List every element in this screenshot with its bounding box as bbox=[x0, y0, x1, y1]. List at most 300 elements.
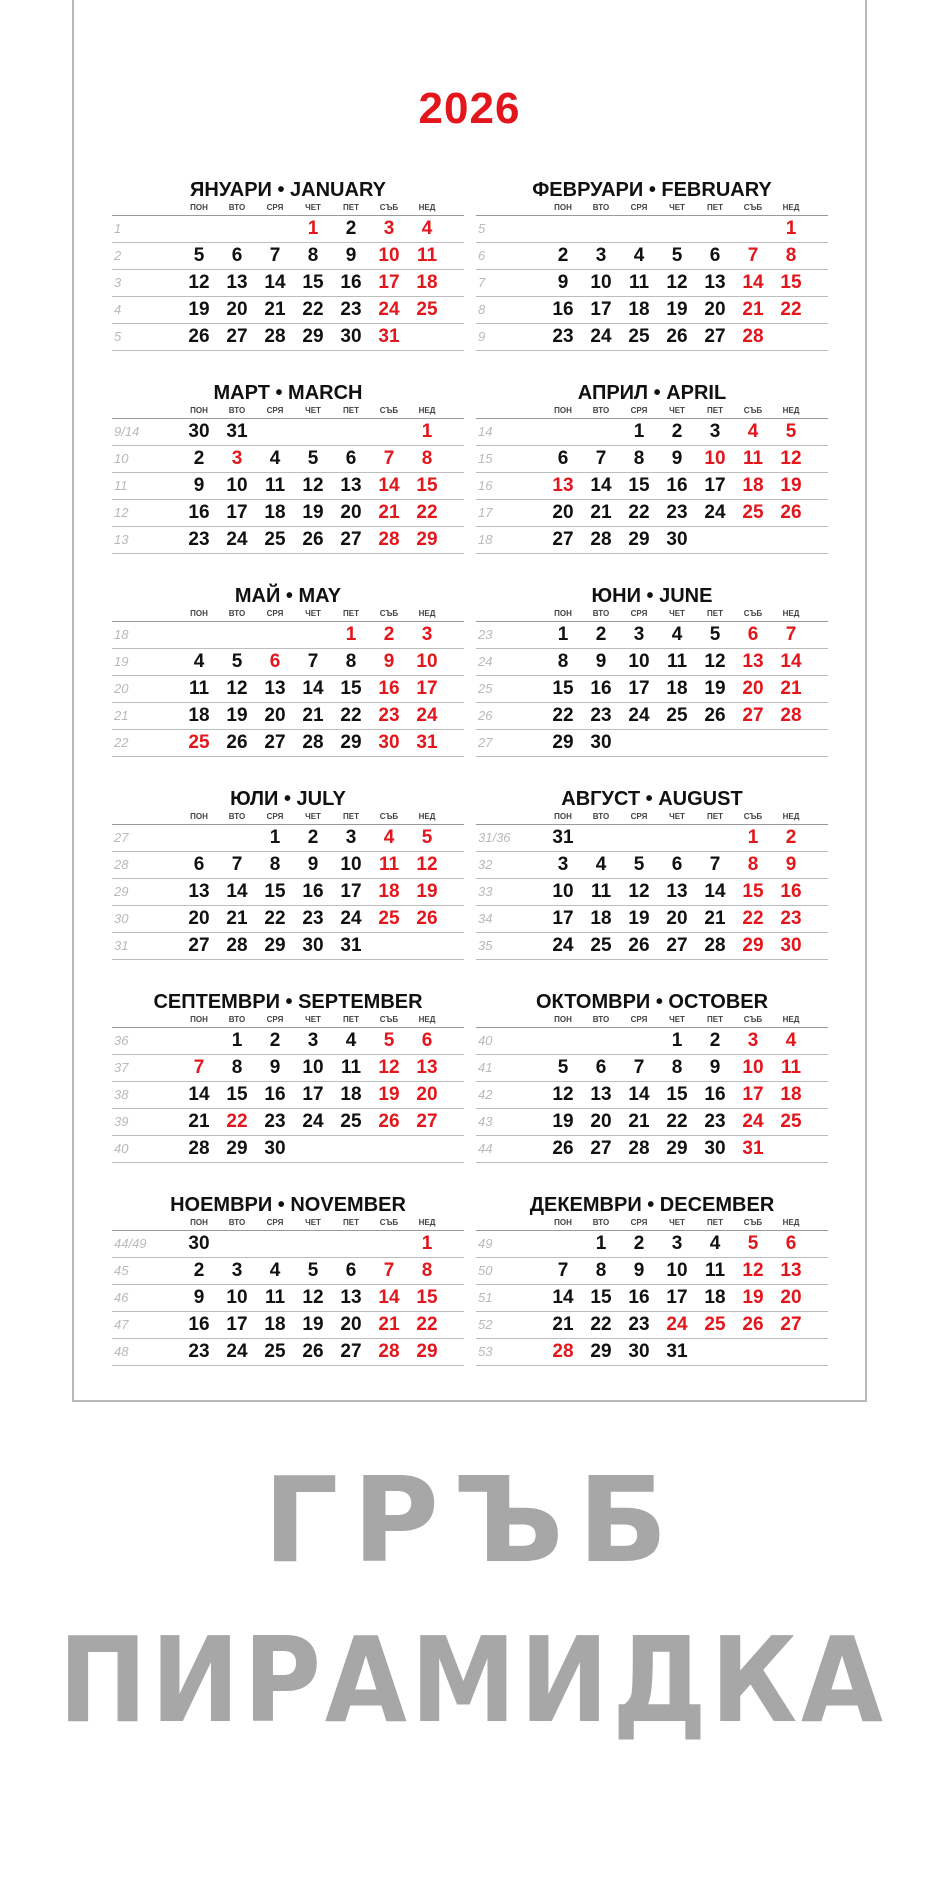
week-row bbox=[476, 1028, 828, 1055]
weekday-label: ПЕТ bbox=[707, 1015, 723, 1024]
day-cell: 19 bbox=[302, 502, 324, 523]
day-cell: 6 bbox=[231, 245, 243, 266]
day-cell: 2 bbox=[595, 624, 607, 645]
day-cell: 30 bbox=[188, 1233, 210, 1254]
day-cell: 8 bbox=[671, 1057, 683, 1078]
weekday-label: ПОН bbox=[554, 406, 572, 415]
day-cell: 20 bbox=[226, 299, 248, 320]
weekday-label: ВТО bbox=[228, 609, 246, 618]
day-cell: 18 bbox=[416, 272, 438, 293]
month-block bbox=[476, 990, 828, 1180]
week-row bbox=[476, 473, 828, 500]
weekday-header bbox=[112, 609, 464, 622]
weekday-label: ПЕТ bbox=[343, 1218, 359, 1227]
weekday-label: ВТО bbox=[228, 406, 246, 415]
day-cell: 15 bbox=[416, 1287, 438, 1308]
weekday-label: ЧЕТ bbox=[305, 609, 321, 618]
day-cell: 4 bbox=[269, 448, 281, 469]
day-cell: 10 bbox=[704, 448, 726, 469]
week-row bbox=[476, 1109, 828, 1136]
day-cell: 10 bbox=[552, 881, 574, 902]
day-cell: 23 bbox=[340, 299, 362, 320]
month-title: ФЕВРУАРИ • FEBRUARY bbox=[532, 179, 772, 201]
day-cell: 2 bbox=[557, 245, 569, 266]
day-cell: 14 bbox=[704, 881, 726, 902]
day-cell: 26 bbox=[552, 1138, 574, 1159]
weekday-label: СРЯ bbox=[630, 609, 648, 618]
day-cell: 24 bbox=[742, 1111, 764, 1132]
day-cell: 23 bbox=[552, 326, 574, 347]
week-row bbox=[476, 933, 828, 960]
day-cell: 17 bbox=[378, 272, 400, 293]
day-cell: 28 bbox=[704, 935, 726, 956]
week-number: 42 bbox=[478, 1087, 493, 1102]
day-cell: 4 bbox=[193, 651, 205, 672]
day-cell: 13 bbox=[552, 475, 574, 496]
day-cell: 7 bbox=[383, 1260, 395, 1281]
day-cell: 16 bbox=[340, 272, 362, 293]
week-number: 43 bbox=[478, 1114, 493, 1129]
week-row bbox=[112, 500, 464, 527]
day-cell: 5 bbox=[383, 1030, 395, 1051]
day-cell: 3 bbox=[557, 854, 569, 875]
weekday-label: НЕД bbox=[782, 1015, 800, 1024]
day-cell: 28 bbox=[188, 1138, 210, 1159]
day-cell: 25 bbox=[340, 1111, 362, 1132]
day-cell: 11 bbox=[264, 475, 286, 496]
week-row bbox=[112, 933, 464, 960]
week-row bbox=[476, 622, 828, 649]
day-cell: 13 bbox=[590, 1084, 612, 1105]
week-row bbox=[112, 419, 464, 446]
day-cell: 18 bbox=[666, 678, 688, 699]
week-number: 5 bbox=[114, 329, 122, 344]
day-cell: 25 bbox=[590, 935, 612, 956]
day-cell: 19 bbox=[378, 1084, 400, 1105]
week-row bbox=[476, 1339, 828, 1366]
day-cell: 9 bbox=[193, 475, 205, 496]
week-row bbox=[112, 1109, 464, 1136]
weekday-header bbox=[476, 609, 828, 622]
day-cell: 27 bbox=[340, 529, 362, 550]
day-cell: 21 bbox=[264, 299, 286, 320]
day-cell: 13 bbox=[226, 272, 248, 293]
day-cell: 4 bbox=[595, 854, 607, 875]
day-cell: 5 bbox=[231, 651, 243, 672]
day-cell: 4 bbox=[269, 1260, 281, 1281]
day-cell: 20 bbox=[416, 1084, 438, 1105]
day-cell: 22 bbox=[628, 502, 650, 523]
week-number: 23 bbox=[478, 627, 493, 642]
week-row bbox=[112, 1082, 464, 1109]
week-number: 1 bbox=[114, 221, 122, 236]
week-number: 50 bbox=[478, 1263, 493, 1278]
week-number: 20 bbox=[114, 681, 129, 696]
week-number: 47 bbox=[114, 1317, 129, 1332]
day-cell: 19 bbox=[666, 299, 688, 320]
day-cell: 30 bbox=[340, 326, 362, 347]
weekday-label: ВТО bbox=[592, 1015, 610, 1024]
week-number: 4 bbox=[114, 302, 122, 317]
weekday-header bbox=[112, 812, 464, 825]
day-cell: 9 bbox=[671, 448, 683, 469]
month-block bbox=[476, 787, 828, 977]
day-cell: 7 bbox=[231, 854, 243, 875]
weekday-label: СРЯ bbox=[630, 1015, 648, 1024]
month-block bbox=[112, 381, 464, 571]
day-cell: 18 bbox=[742, 475, 764, 496]
weekday-label: НЕД bbox=[418, 1015, 436, 1024]
week-row bbox=[476, 1312, 828, 1339]
day-cell: 17 bbox=[416, 678, 438, 699]
day-cell: 20 bbox=[340, 1314, 362, 1335]
day-cell: 6 bbox=[345, 1260, 357, 1281]
day-cell: 29 bbox=[264, 935, 286, 956]
day-cell: 12 bbox=[226, 678, 248, 699]
month-block bbox=[112, 584, 464, 774]
day-cell: 27 bbox=[416, 1111, 438, 1132]
day-cell: 25 bbox=[704, 1314, 726, 1335]
day-cell: 26 bbox=[704, 705, 726, 726]
day-cell: 18 bbox=[264, 1314, 286, 1335]
week-row bbox=[476, 270, 828, 297]
day-cell: 14 bbox=[302, 678, 324, 699]
weekday-label: НЕД bbox=[418, 203, 436, 212]
day-cell: 31 bbox=[416, 732, 438, 753]
month-block bbox=[476, 178, 828, 368]
month-block bbox=[476, 1193, 828, 1383]
day-cell: 27 bbox=[666, 935, 688, 956]
day-cell: 8 bbox=[595, 1260, 607, 1281]
week-row bbox=[112, 1285, 464, 1312]
day-cell: 25 bbox=[416, 299, 438, 320]
week-row bbox=[476, 1285, 828, 1312]
week-number: 11 bbox=[114, 478, 128, 493]
day-cell: 21 bbox=[704, 908, 726, 929]
week-row bbox=[112, 1312, 464, 1339]
weekday-label: ВТО bbox=[228, 1015, 246, 1024]
day-cell: 20 bbox=[188, 908, 210, 929]
day-cell: 18 bbox=[340, 1084, 362, 1105]
week-number: 12 bbox=[114, 505, 129, 520]
day-cell: 9 bbox=[785, 854, 797, 875]
day-cell: 14 bbox=[628, 1084, 650, 1105]
week-row bbox=[476, 703, 828, 730]
day-cell: 5 bbox=[307, 448, 319, 469]
day-cell: 19 bbox=[416, 881, 438, 902]
day-cell: 5 bbox=[671, 245, 683, 266]
week-row bbox=[112, 243, 464, 270]
day-cell: 2 bbox=[193, 448, 205, 469]
week-number: 49 bbox=[478, 1236, 493, 1251]
day-cell: 28 bbox=[590, 529, 612, 550]
day-cell: 13 bbox=[188, 881, 210, 902]
day-cell: 16 bbox=[704, 1084, 726, 1105]
weekday-label: ЧЕТ bbox=[669, 406, 685, 415]
weekday-header bbox=[476, 406, 828, 419]
day-cell: 20 bbox=[340, 502, 362, 523]
day-cell: 7 bbox=[193, 1057, 205, 1078]
day-cell: 18 bbox=[704, 1287, 726, 1308]
day-cell: 16 bbox=[264, 1084, 286, 1105]
day-cell: 1 bbox=[671, 1030, 683, 1051]
weekday-label: ПОН bbox=[554, 1218, 572, 1227]
day-cell: 24 bbox=[704, 502, 726, 523]
day-cell: 2 bbox=[345, 218, 357, 239]
week-number: 48 bbox=[114, 1344, 129, 1359]
week-row bbox=[476, 1258, 828, 1285]
day-cell: 5 bbox=[557, 1057, 569, 1078]
week-number: 31 bbox=[114, 938, 129, 953]
week-number: 40 bbox=[478, 1033, 493, 1048]
week-row bbox=[476, 297, 828, 324]
day-cell: 29 bbox=[666, 1138, 688, 1159]
day-cell: 11 bbox=[188, 678, 210, 699]
day-cell: 23 bbox=[302, 908, 324, 929]
day-cell: 7 bbox=[557, 1260, 569, 1281]
day-cell: 3 bbox=[595, 245, 607, 266]
week-number: 10 bbox=[114, 451, 129, 466]
day-cell: 4 bbox=[709, 1233, 721, 1254]
day-cell: 30 bbox=[378, 732, 400, 753]
day-cell: 11 bbox=[742, 448, 764, 469]
day-cell: 3 bbox=[633, 624, 645, 645]
day-cell: 5 bbox=[307, 1260, 319, 1281]
day-cell: 31 bbox=[742, 1138, 764, 1159]
month-title: АВГУСТ • AUGUST bbox=[561, 788, 743, 810]
day-cell: 8 bbox=[421, 448, 433, 469]
weekday-label: СЪБ bbox=[743, 203, 763, 212]
day-cell: 27 bbox=[780, 1314, 802, 1335]
week-number: 15 bbox=[478, 451, 493, 466]
day-cell: 24 bbox=[226, 529, 248, 550]
day-cell: 28 bbox=[302, 732, 324, 753]
day-cell: 15 bbox=[552, 678, 574, 699]
day-cell: 9 bbox=[307, 854, 319, 875]
day-cell: 19 bbox=[780, 475, 802, 496]
week-number: 2 bbox=[114, 248, 122, 263]
weekday-label: ПЕТ bbox=[707, 1218, 723, 1227]
day-cell: 2 bbox=[709, 1030, 721, 1051]
week-row bbox=[112, 297, 464, 324]
month-title: НОЕМВРИ • NOVEMBER bbox=[170, 1194, 406, 1216]
day-cell: 26 bbox=[188, 326, 210, 347]
week-number: 17 bbox=[478, 505, 493, 520]
day-cell: 8 bbox=[747, 854, 759, 875]
weekday-label: ЧЕТ bbox=[305, 812, 321, 821]
week-row bbox=[112, 1055, 464, 1082]
day-cell: 3 bbox=[231, 448, 243, 469]
week-row bbox=[112, 216, 464, 243]
day-cell: 6 bbox=[193, 854, 205, 875]
day-cell: 8 bbox=[633, 448, 645, 469]
day-cell: 26 bbox=[226, 732, 248, 753]
weekday-label: НЕД bbox=[418, 406, 436, 415]
week-row bbox=[476, 324, 828, 351]
day-cell: 12 bbox=[780, 448, 802, 469]
day-cell: 18 bbox=[590, 908, 612, 929]
day-cell: 1 bbox=[345, 624, 357, 645]
day-cell: 14 bbox=[780, 651, 802, 672]
day-cell: 11 bbox=[666, 651, 688, 672]
day-cell: 6 bbox=[557, 448, 569, 469]
day-cell: 6 bbox=[671, 854, 683, 875]
month-title: ЮЛИ • JULY bbox=[230, 788, 346, 810]
weekday-label: НЕД bbox=[782, 406, 800, 415]
day-cell: 12 bbox=[666, 272, 688, 293]
weekday-header bbox=[476, 812, 828, 825]
day-cell: 9 bbox=[345, 245, 357, 266]
week-number: 18 bbox=[114, 627, 129, 642]
day-cell: 13 bbox=[742, 651, 764, 672]
day-cell: 17 bbox=[226, 502, 248, 523]
weekday-label: ВТО bbox=[228, 812, 246, 821]
day-cell: 9 bbox=[595, 651, 607, 672]
day-cell: 24 bbox=[666, 1314, 688, 1335]
day-cell: 12 bbox=[742, 1260, 764, 1281]
day-cell: 27 bbox=[226, 326, 248, 347]
day-cell: 13 bbox=[340, 1287, 362, 1308]
week-number: 40 bbox=[114, 1141, 129, 1156]
day-cell: 20 bbox=[590, 1111, 612, 1132]
day-cell: 6 bbox=[269, 651, 281, 672]
day-cell: 6 bbox=[709, 245, 721, 266]
week-number: 25 bbox=[478, 681, 493, 696]
day-cell: 16 bbox=[188, 1314, 210, 1335]
day-cell: 25 bbox=[780, 1111, 802, 1132]
weekday-label: ЧЕТ bbox=[669, 1015, 685, 1024]
day-cell: 28 bbox=[552, 1341, 574, 1362]
week-row bbox=[112, 1258, 464, 1285]
week-row bbox=[476, 676, 828, 703]
day-cell: 1 bbox=[231, 1030, 243, 1051]
day-cell: 11 bbox=[628, 272, 650, 293]
day-cell: 11 bbox=[704, 1260, 726, 1281]
month-block bbox=[112, 787, 464, 977]
day-cell: 19 bbox=[302, 1314, 324, 1335]
weekday-label: ЧЕТ bbox=[305, 1015, 321, 1024]
day-cell: 29 bbox=[552, 732, 574, 753]
day-cell: 26 bbox=[628, 935, 650, 956]
weekday-label: ВТО bbox=[592, 203, 610, 212]
day-cell: 21 bbox=[302, 705, 324, 726]
day-cell: 10 bbox=[226, 1287, 248, 1308]
weekday-label: ПЕТ bbox=[707, 406, 723, 415]
day-cell: 28 bbox=[628, 1138, 650, 1159]
month-title: АПРИЛ • APRIL bbox=[577, 382, 727, 404]
weekday-label: ПОН bbox=[190, 1218, 208, 1227]
week-number: 45 bbox=[114, 1263, 129, 1278]
day-cell: 19 bbox=[226, 705, 248, 726]
day-cell: 4 bbox=[747, 421, 759, 442]
day-cell: 31 bbox=[378, 326, 400, 347]
day-cell: 23 bbox=[264, 1111, 286, 1132]
day-cell: 31 bbox=[226, 421, 248, 442]
day-cell: 9 bbox=[557, 272, 569, 293]
weekday-label: СРЯ bbox=[266, 609, 284, 618]
day-cell: 15 bbox=[340, 678, 362, 699]
day-cell: 27 bbox=[704, 326, 726, 347]
day-cell: 2 bbox=[785, 827, 797, 848]
day-cell: 23 bbox=[666, 502, 688, 523]
day-cell: 19 bbox=[742, 1287, 764, 1308]
day-cell: 8 bbox=[557, 651, 569, 672]
day-cell: 3 bbox=[307, 1030, 319, 1051]
day-cell: 21 bbox=[628, 1111, 650, 1132]
day-cell: 4 bbox=[345, 1030, 357, 1051]
day-cell: 27 bbox=[188, 935, 210, 956]
day-cell: 24 bbox=[302, 1111, 324, 1132]
week-number: 16 bbox=[478, 478, 493, 493]
week-row bbox=[112, 527, 464, 554]
day-cell: 23 bbox=[704, 1111, 726, 1132]
day-cell: 4 bbox=[383, 827, 395, 848]
week-number: 3 bbox=[114, 275, 122, 290]
day-cell: 29 bbox=[590, 1341, 612, 1362]
week-row bbox=[476, 852, 828, 879]
day-cell: 28 bbox=[742, 326, 764, 347]
day-cell: 14 bbox=[188, 1084, 210, 1105]
day-cell: 24 bbox=[378, 299, 400, 320]
week-number: 44 bbox=[478, 1141, 493, 1156]
day-cell: 22 bbox=[226, 1111, 248, 1132]
day-cell: 6 bbox=[747, 624, 759, 645]
weekday-header bbox=[476, 1015, 828, 1028]
day-cell: 30 bbox=[666, 529, 688, 550]
week-row bbox=[476, 419, 828, 446]
day-cell: 5 bbox=[633, 854, 645, 875]
week-row bbox=[112, 446, 464, 473]
brand-line-1: ГРЪБ bbox=[263, 1451, 682, 1589]
day-cell: 11 bbox=[264, 1287, 286, 1308]
day-cell: 28 bbox=[226, 935, 248, 956]
day-cell: 9 bbox=[269, 1057, 281, 1078]
day-cell: 17 bbox=[226, 1314, 248, 1335]
day-cell: 4 bbox=[785, 1030, 797, 1051]
weekday-label: ЧЕТ bbox=[305, 203, 321, 212]
day-cell: 16 bbox=[780, 881, 802, 902]
weekday-label: ВТО bbox=[592, 609, 610, 618]
day-cell: 23 bbox=[188, 529, 210, 550]
weekday-label: СЪБ bbox=[743, 609, 763, 618]
day-cell: 22 bbox=[742, 908, 764, 929]
day-cell: 24 bbox=[226, 1341, 248, 1362]
day-cell: 6 bbox=[421, 1030, 433, 1051]
day-cell: 10 bbox=[666, 1260, 688, 1281]
week-number: 9 bbox=[478, 329, 486, 344]
day-cell: 22 bbox=[264, 908, 286, 929]
week-row bbox=[476, 1082, 828, 1109]
day-cell: 15 bbox=[666, 1084, 688, 1105]
day-cell: 8 bbox=[307, 245, 319, 266]
week-row bbox=[112, 852, 464, 879]
weekday-label: СЪБ bbox=[743, 812, 763, 821]
day-cell: 13 bbox=[780, 1260, 802, 1281]
weekday-label: НЕД bbox=[418, 609, 436, 618]
day-cell: 3 bbox=[671, 1233, 683, 1254]
day-cell: 25 bbox=[264, 529, 286, 550]
day-cell: 16 bbox=[552, 299, 574, 320]
day-cell: 15 bbox=[780, 272, 802, 293]
day-cell: 16 bbox=[188, 502, 210, 523]
week-number: 53 bbox=[478, 1344, 493, 1359]
day-cell: 22 bbox=[416, 502, 438, 523]
day-cell: 1 bbox=[421, 421, 433, 442]
day-cell: 12 bbox=[302, 475, 324, 496]
day-cell: 22 bbox=[780, 299, 802, 320]
week-number: 21 bbox=[114, 708, 129, 723]
day-cell: 18 bbox=[188, 705, 210, 726]
